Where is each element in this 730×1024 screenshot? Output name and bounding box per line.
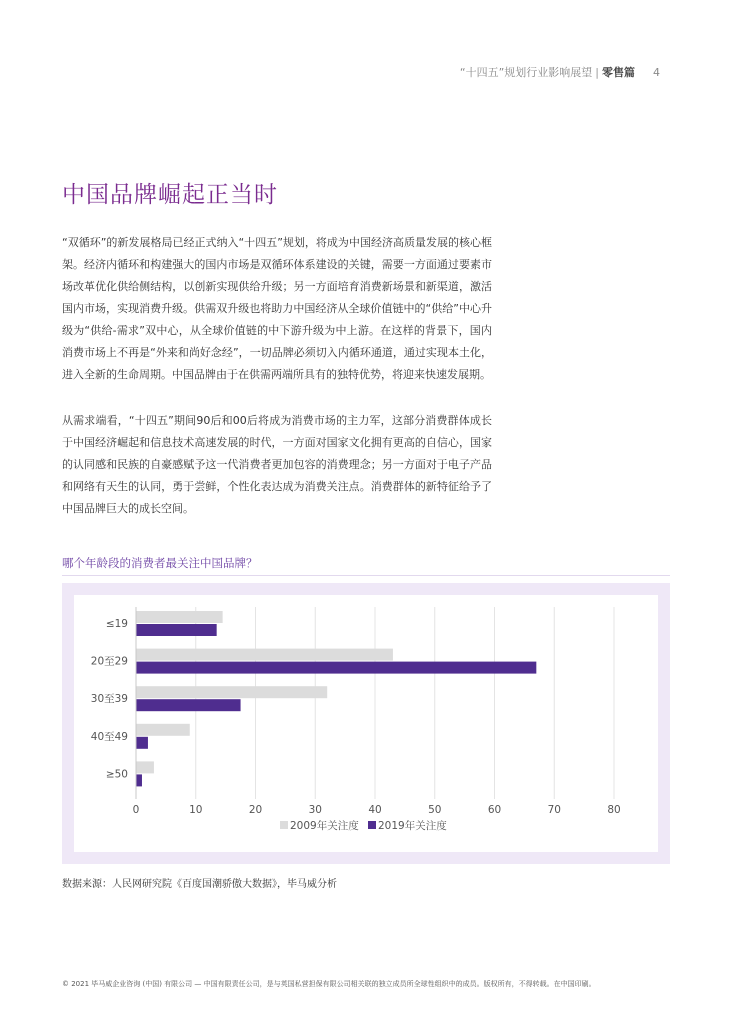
chart-panel — [74, 595, 658, 852]
x-tick-label: 40 — [368, 804, 382, 816]
chart-heading: 哪个年龄段的消费者最关注中国品牌？ — [62, 556, 258, 570]
legend-swatch — [368, 821, 376, 829]
running-header — [460, 64, 660, 80]
page-title: 中国品牌崛起正当时 — [62, 182, 278, 208]
x-tick-label: 0 — [132, 804, 140, 816]
report-title: “十四五”规划行业影响展望 — [459, 66, 593, 79]
legend-label: 2009年关注度 — [290, 820, 359, 832]
chart-frame — [62, 583, 670, 864]
header-separator: | — [595, 66, 599, 79]
body-paragraph-2: 从需求端看，“十四五”期间90后和00后将成为消费市场的主力军，这部分消费群体成长于中国经济崛起和信息技术高速发展的时代，一方面对国家文化拥有更高的自信心，国家的认同感和民族的自豪感赋予这一代消费者更加包容的消费理念；另一方面对于电子产品和网络有天生的认同，勇于尝鲜，个性化表达成为消费关注点。消费群体的新特征给予了中国品牌巨大的成长空间。 — [62, 414, 492, 515]
bar — [136, 724, 190, 736]
x-tick-label: 50 — [428, 804, 442, 816]
bar — [136, 662, 536, 674]
section-name: 零售篇 — [602, 66, 635, 79]
bar — [136, 611, 223, 623]
bar — [136, 649, 393, 661]
x-tick-label: 10 — [189, 804, 203, 816]
x-tick-label: 60 — [487, 804, 502, 816]
category-label: ≤19 — [105, 618, 128, 630]
bar — [136, 761, 154, 773]
category-label: 40至49 — [90, 730, 128, 743]
legend-swatch — [280, 821, 288, 829]
category-label: ≥50 — [105, 768, 128, 781]
legend-label: 2019年关注度 — [378, 820, 447, 832]
category-label: 30至39 — [90, 693, 128, 706]
page-number: 4 — [653, 66, 660, 79]
bar — [136, 686, 327, 698]
x-tick-label: 30 — [308, 804, 322, 816]
x-tick-label: 80 — [607, 804, 621, 816]
bar — [136, 624, 217, 636]
category-label: 20至29 — [90, 655, 128, 668]
copyright-footer: © 2021 毕马威企业咨询 (中国) 有限公司 — 中国有限责任公司，是与英国私营担保有限公司相关联的独立成员所全球性组织中的成员。版权所有，不得转载。在中国印刷。 — [62, 980, 596, 988]
bar — [136, 699, 241, 711]
bar — [136, 774, 142, 786]
body-paragraph-1: “双循环”的新发展格局已经正式纳入“十四五”规划，将成为中国经济高质量发展的核心框架。经济内循环和构建强大的国内市场是双循环体系建设的关键，需要一方面通过要素市场改革优化供给侧结构，以创新实现供给升级；另一方面培育消费新场景和新渠道，激活国内市场，实现消费升级。供需双升级也将助力中国经济从全球价值链中的“供给”中心升级为“供给-需求”双中心，从全球价值链的中下游升级为中上游。在这样的背景下，国内消费市场上不再是“外来和尚好念经”，一切品牌必须切入内循环通道，通过实现本土化，进入全新的生命周期。中国品牌由于在供需两端所具有的独特优势，将迎来快速发展期。 — [62, 236, 492, 381]
bar-chart — [74, 595, 658, 852]
chart-heading-rule — [62, 575, 670, 576]
bar — [136, 737, 148, 749]
x-tick-label: 20 — [248, 804, 263, 816]
x-tick-label: 70 — [547, 804, 561, 816]
data-source: 数据来源：人民网研究院《百度国潮骄傲大数据》，毕马威分析 — [62, 879, 337, 890]
